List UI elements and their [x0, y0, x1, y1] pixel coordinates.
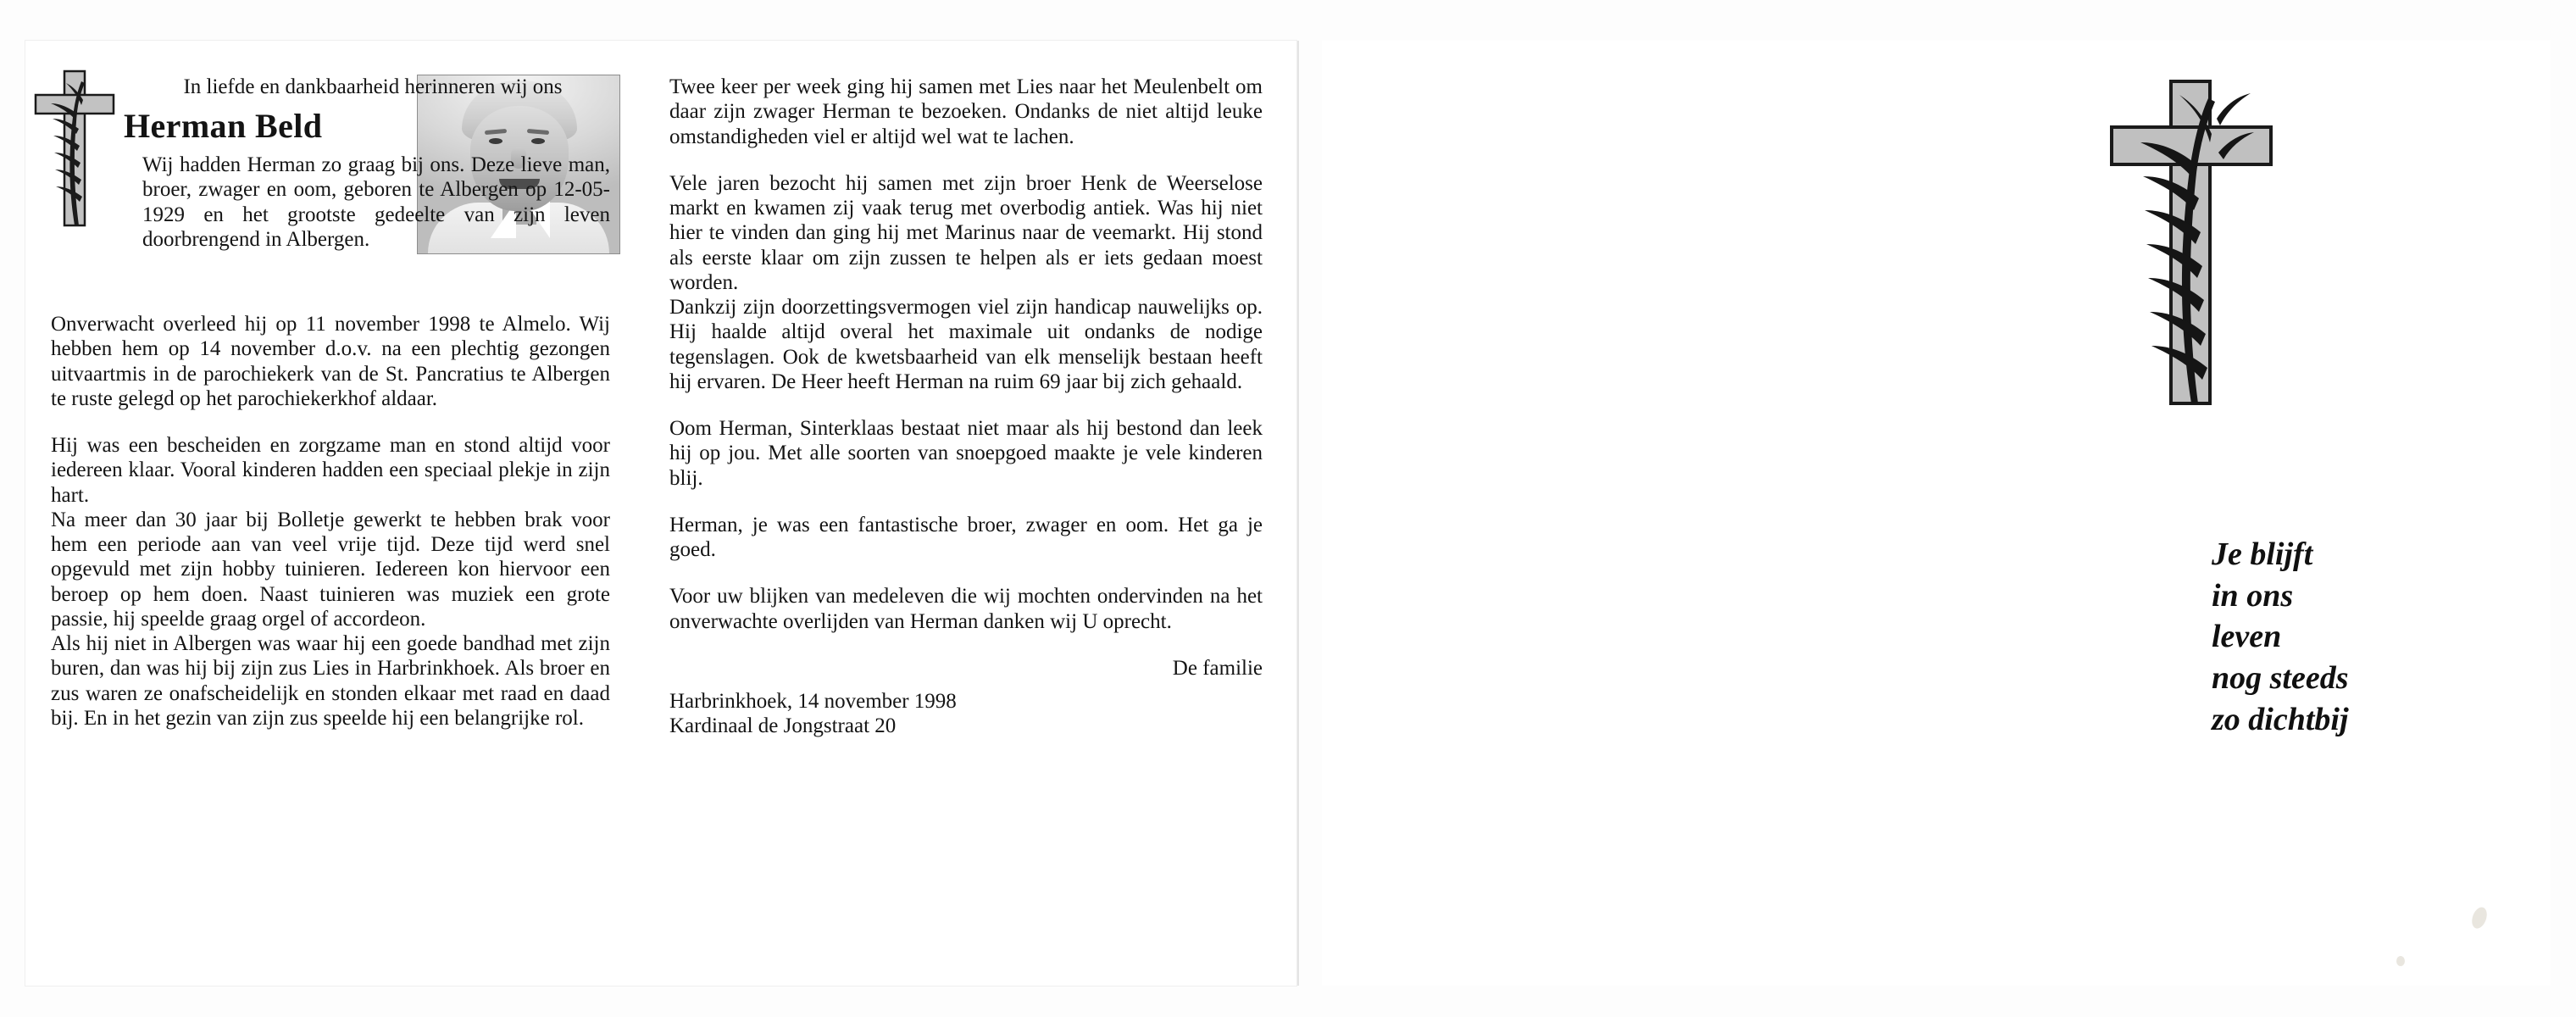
verse-line: nog steeds [2212, 659, 2349, 696]
place-date-line: Harbrinkhoek, 14 november 1998 [669, 690, 957, 713]
paragraph: Twee keer per week ging hij samen met Lies naar het Meulenbelt om daar zijn zwager Herman te bezoeken. Ondanks de niet altijd leuke omstandigheden viel er altijd wel wat te lachen. [669, 75, 1263, 148]
text-column-right [669, 75, 1263, 739]
paragraph: Vele jaren bezocht hij samen met zijn broer Henk de Weerselose markt en kwamen zij vaak terug met overbodig antiek. Was hij niet hier te vinden dan ging hij met Marinus naar de veemarkt. Hij stond als eerste klaar om zijn zussen te helpen als er iets gedaan moest worden. [669, 171, 1263, 294]
paragraph-gap [51, 411, 610, 433]
paragraph-gap [669, 491, 1263, 513]
memorial-card-cover-right [1322, 41, 2551, 986]
paragraph: Wij hadden Herman zo graag bij ons. Deze lieve man, broer, zwager en oom, geboren te Albergen op 12-05-1929 en het grootste gedeelte van zijn leven doorbrengend in Albergen. [142, 153, 610, 251]
memorial-verse [2212, 534, 2491, 740]
text-column-left [51, 75, 610, 731]
paragraph: Hij was een bescheiden en zorgzame man en stond altijd voor iedereen klaar. Vooral kinderen hadden een speciaal plekje in zijn hart. [51, 434, 610, 507]
family-signoff: De familie [1172, 656, 1263, 680]
paragraph-gap [669, 149, 1263, 171]
verse-line: in ons [2212, 577, 2294, 614]
scan-artifact [2396, 956, 2405, 966]
verse-line: zo dichtbij [2212, 701, 2349, 737]
verse-line: leven [2212, 619, 2282, 655]
paragraph-block-a [51, 153, 610, 312]
paragraph: Oom Herman, Sinterklaas bestaat niet maar als hij bestond dan leek hij op jou. Met alle soorten van snoepgoed maakte je vele kinderen blij. [669, 417, 1263, 490]
intro-line: In liefde en dankbaarheid herinneren wij ons [183, 75, 563, 98]
paragraph-gap [669, 394, 1263, 416]
card-fold-line [1297, 41, 1299, 986]
verse-line: Je blijft [2212, 536, 2313, 572]
street-line: Kardinaal de Jongstraat 20 [669, 714, 897, 738]
deceased-name: Herman Beld [124, 107, 323, 145]
paragraph: Voor uw blijken van medeleven die wij mochten ondervinden na het onverwachte overlijden van Herman danken wij U oprecht. [669, 585, 1263, 633]
paragraph: Herman, je was een fantastische broer, zwager en oom. Het ga je goed. [669, 513, 1263, 561]
paragraph-gap [669, 562, 1263, 584]
paragraph: Als hij niet in Albergen was waar hij een goede bandhad met zijn buren, dan was hij bij zijn zus Lies in Harbrinkhoek. Als broer en zus waren ze onafscheidelijk en stonden elkaar met raad en daad bij. En in het gezin van zijn zus speelde hij een belangrijke rol. [51, 632, 610, 730]
paragraph: Na meer dan 30 jaar bij Bolletje gewerkt te hebben brak voor hem een periode aan van veel vrije tijd. Deze tijd werd snel opgevuld met zijn hobby tuinieren. Iedereen kon hiervoor een beroep op hem doen. Naast tuinieren was muziek een grote passie, hij speelde graag orgel of accordeon. [51, 508, 610, 631]
cross-with-palm-branch-icon [2101, 75, 2288, 414]
paragraph: Dankzij zijn doorzettingsvermogen viel zijn handicap nauwelijks op. Hij haalde altijd overal het maximale uit ondanks de nodige tegenslagen. Ook de kwetsbaarheid van elk menselijk bestaan heeft hij ervaren. De Heer heeft Herman na ruim 69 jaar bij zich gehaald. [669, 296, 1263, 393]
cross-text-wrap-spacer [51, 153, 132, 312]
address-block [669, 689, 1263, 739]
paragraph: Onverwacht overleed hij op 11 november 1998 te Almelo. Wij hebben hem op 14 november d.o.v. na een plechtig gezongen uitvaartmis in de parochiekerk van de St. Pancratius te Albergen te ruste gelegd op het parochiekerkhof aldaar. [51, 313, 610, 410]
